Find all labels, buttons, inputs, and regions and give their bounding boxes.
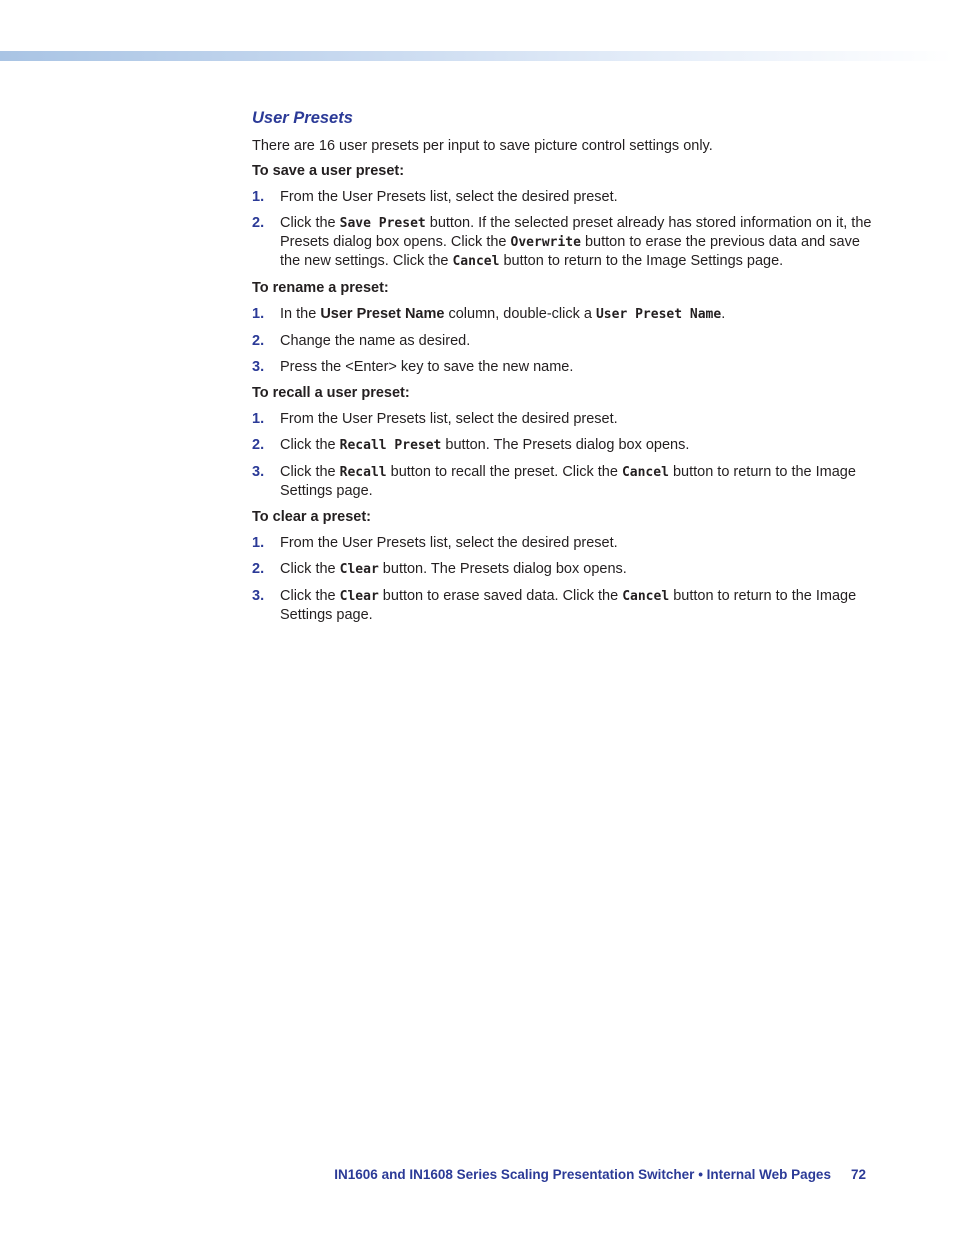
step-text: Press the <Enter> key to save the new name.	[280, 359, 574, 375]
cancel-button-ref: Cancel	[452, 254, 500, 269]
step-text	[280, 587, 872, 624]
list-item	[252, 358, 872, 376]
recall-preset-steps	[252, 410, 872, 500]
list-item	[252, 587, 872, 624]
overwrite-button-ref: Overwrite	[510, 235, 581, 250]
list-item	[252, 332, 872, 350]
page-footer	[0, 1166, 866, 1184]
save-preset-heading: To save a user preset:	[252, 163, 405, 179]
step-number: 2.	[252, 333, 265, 349]
save-preset-steps	[252, 188, 872, 271]
text-run: button. If the selected preset already has stored information on it, the Presets dialog box opens. Click the	[280, 215, 872, 250]
step-number: 1.	[252, 189, 265, 205]
list-item	[252, 560, 872, 579]
save-preset-button-ref: Save Preset	[339, 216, 426, 231]
step-text	[280, 436, 872, 455]
rename-preset-steps	[252, 305, 872, 376]
text-run: .	[721, 306, 726, 322]
step-number: 2.	[252, 437, 265, 453]
recall-preset-heading: To recall a user preset:	[252, 385, 410, 401]
list-item	[252, 305, 872, 324]
text-run: column, double-click a	[444, 306, 596, 322]
intro-paragraph: There are 16 user presets per input to save picture control settings only.	[252, 138, 713, 154]
footer-title: IN1606 and IN1608 Series Scaling Presentation Switcher • Internal Web Pages	[334, 1167, 831, 1182]
step-text: From the User Presets list, select the desired preset.	[280, 189, 618, 205]
step-text: Change the name as desired.	[280, 333, 471, 349]
list-item	[252, 214, 872, 271]
text-run: Click the	[280, 437, 340, 453]
step-text	[280, 305, 872, 324]
step-number: 2.	[252, 561, 265, 577]
text-run: Click the	[280, 215, 340, 231]
step-text: From the User Presets list, select the desired preset.	[280, 535, 618, 551]
text-run: button. The Presets dialog box opens.	[378, 561, 627, 577]
user-preset-name-ref: User Preset Name	[595, 307, 722, 322]
text-run: Click the	[280, 464, 340, 480]
list-item	[252, 436, 872, 455]
clear-preset-heading: To clear a preset:	[252, 509, 372, 525]
step-text: From the User Presets list, select the desired preset.	[280, 411, 618, 427]
step-number: 3.	[252, 464, 265, 480]
text-run: button to recall the preset. Click the	[386, 464, 622, 480]
step-number: 3.	[252, 588, 265, 604]
text-run: In the	[280, 306, 321, 322]
list-item	[252, 534, 872, 552]
column-name-ref: User Preset Name	[320, 306, 445, 322]
list-item	[252, 410, 872, 428]
step-number: 1.	[252, 306, 265, 322]
clear-button-ref: Clear	[339, 562, 379, 577]
list-item	[252, 463, 872, 500]
text-run: Click the	[280, 561, 340, 577]
text-run: button to erase the previous data and save the new settings. Click the	[280, 234, 860, 269]
step-text	[280, 214, 872, 271]
step-text	[280, 463, 872, 500]
clear-preset-steps	[252, 534, 872, 624]
step-number: 1.	[252, 411, 265, 427]
page-content	[252, 107, 872, 632]
clear-button-ref: Clear	[339, 589, 379, 604]
cancel-button-ref: Cancel	[621, 465, 669, 480]
page-number: 72	[850, 1167, 866, 1182]
text-run: button to return to the Image Settings page.	[280, 464, 856, 499]
recall-preset-button-ref: Recall Preset	[339, 438, 442, 453]
text-run: Click the	[280, 588, 340, 604]
recall-button-ref: Recall	[339, 465, 387, 480]
text-run: button to return to the Image Settings page.	[280, 588, 857, 623]
section-title: User Presets	[252, 109, 353, 127]
step-text	[280, 560, 872, 579]
list-item	[252, 188, 872, 206]
step-number: 2.	[252, 215, 265, 231]
header-gradient-bar	[0, 51, 954, 61]
text-run: button. The Presets dialog box opens.	[441, 437, 690, 453]
step-number: 1.	[252, 535, 265, 551]
cancel-button-ref: Cancel	[622, 589, 670, 604]
step-number: 3.	[252, 359, 265, 375]
text-run: button to return to the Image Settings page.	[499, 253, 784, 269]
rename-preset-heading: To rename a preset:	[252, 280, 389, 296]
text-run: button to erase saved data. Click the	[378, 588, 623, 604]
